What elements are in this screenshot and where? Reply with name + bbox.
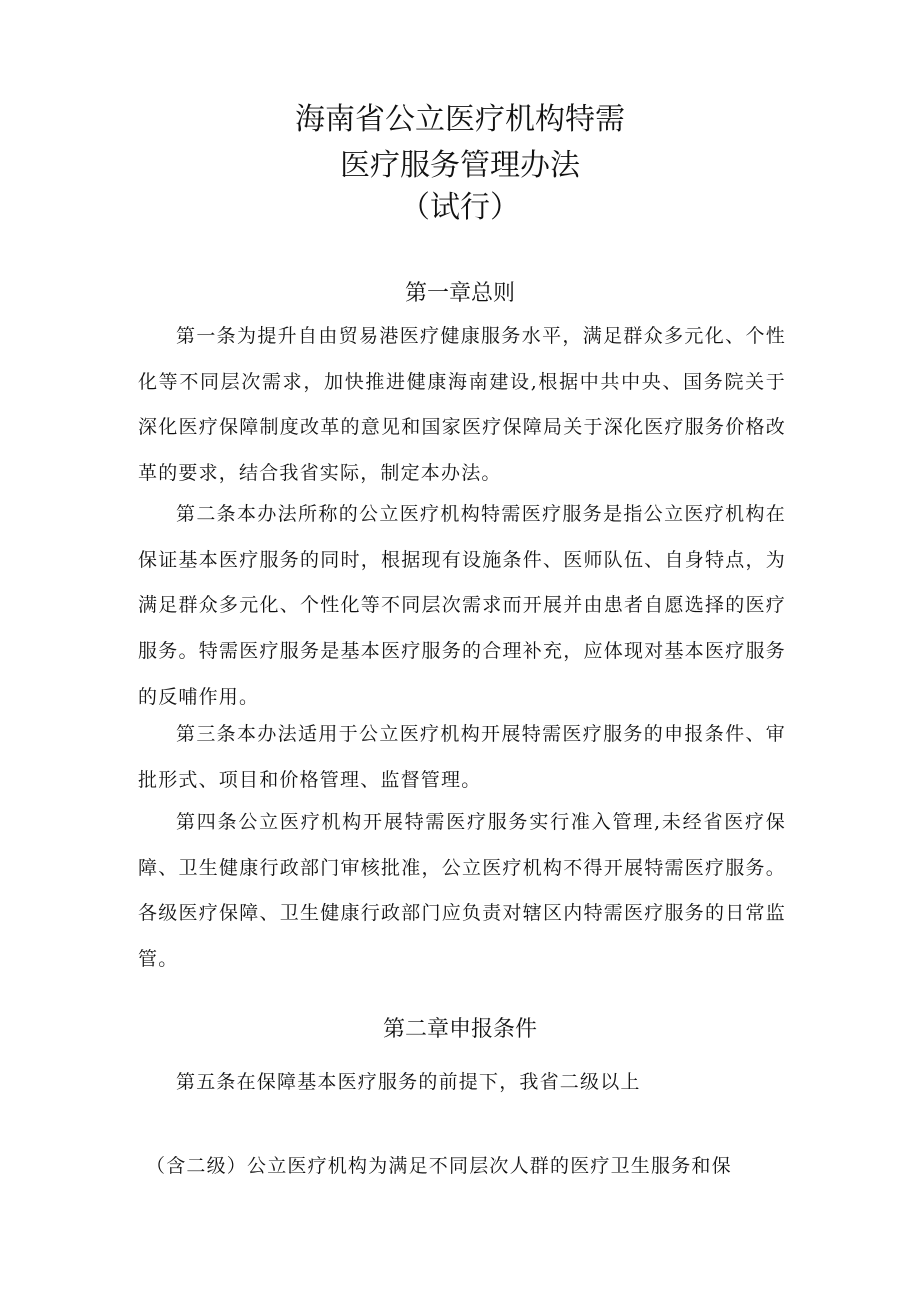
article-5-part-1: 第五条在保障基本医疗服务的前提下，我省二级以上: [176, 1071, 641, 1093]
chapter-1-heading: 第一章总则: [404, 281, 515, 306]
chapter-2-heading: 第二章申报条件: [382, 1017, 537, 1042]
article-3: 第三条本办法适用于公立医疗机构开展特需医疗服务的申报条件、审批形式、项目和价格管理、监督管理。: [138, 723, 786, 791]
article-2: 第二条本办法所称的公立医疗机构特需医疗服务是指公立医疗机构在保证基本医疗服务的同时，根据现有设施条件、医师队伍、自身特点，为满足群众多元化、个性化等不同层次需求而开展并由患者自愿选择的医疗服务。特需医疗服务是基本医疗服务的合理补充，应体现对基本医疗服务的反哺作用。: [138, 503, 786, 708]
article-1: 第一条为提升自由贸易港医疗健康服务水平，满足群众多元化、个性化等不同层次需求，加快推进健康海南建设,根据中共中央、国务院关于深化医疗保障制度改革的意见和国家医疗保障局关于深化医疗服务价格改革的要求，结合我省实际，制定本办法。: [138, 325, 786, 485]
document-title-line-2: 医疗服务管理办法: [340, 148, 580, 183]
article-5-part-2: （含二级）公立医疗机构为满足不同层次人群的医疗卫生服务和保: [146, 1155, 732, 1177]
document-title-line-3: （试行）: [400, 190, 520, 225]
article-4: 第四条公立医疗机构开展特需医疗服务实行准入管理,未经省医疗保障、卫生健康行政部门审核批准，公立医疗机构不得开展特需医疗服务。各级医疗保障、卫生健康行政部门应负责对辖区内特需医疗服务的日常监管。: [138, 811, 786, 971]
document-title-line-1: 海南省公立医疗机构特需: [295, 102, 625, 137]
